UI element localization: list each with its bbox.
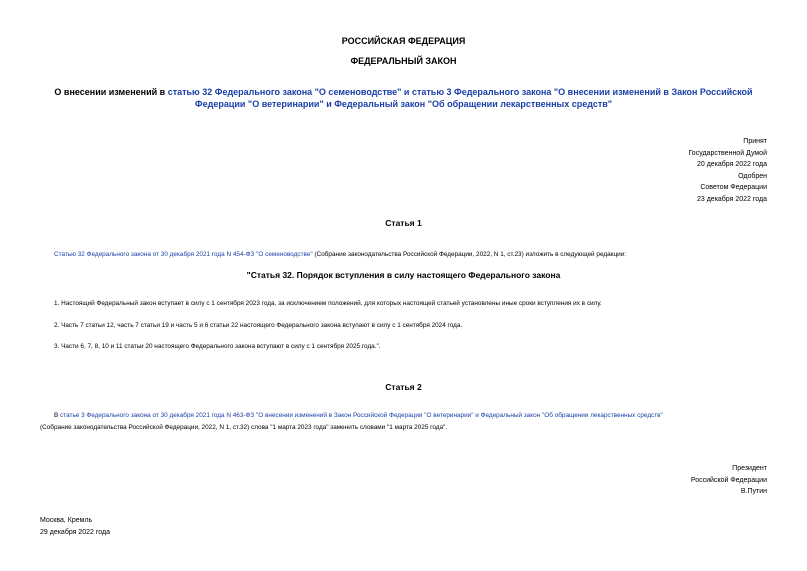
- article2-prefix: В: [54, 412, 61, 419]
- title-middle[interactable]: и статью 3 Федерального закона "О внесении изменений в Закон Российской: [401, 87, 753, 97]
- article2-line1: [54, 410, 774, 421]
- article1-heading: Статья 1: [385, 218, 422, 228]
- signature-line1: Президент: [732, 465, 767, 472]
- signing-date: 29 декабря 2022 года: [40, 528, 111, 536]
- law-type-heading: ФЕДЕРАЛЬНЫЙ ЗАКОН: [350, 56, 457, 66]
- adoption-line3: 20 декабря 2022 года: [696, 161, 767, 168]
- article1-paragraph-3: 3. Части 6, 7, 8, 10 и 11 статьи 20 настоящего Федерального закона вступают в силу с 1 сентября 2025 года.".: [54, 343, 381, 350]
- article1-intro-link[interactable]: Статью 32 Федерального закона от 30 декабря 2021 года N 454-ФЗ "О семеноводстве": [54, 251, 313, 258]
- title-link-article32[interactable]: статью 32 Федерального закона "О семеноводстве": [167, 87, 402, 97]
- adoption-line6: 23 декабря 2022 года: [696, 195, 767, 203]
- article2-line2: (Собрание законодательства Российской Федерации, 2022, N 1, ст.32) слова "1 марта 2023 года" заменить словами "1 марта 2025 года".: [40, 424, 448, 431]
- article1-paragraph-2: 2. Часть 7 статьи 12, часть 7 статьи 19 и часть 5 и 6 статьи 22 настоящего Федерального закона вступают в силу с 1 сентября 2024 года.: [54, 322, 463, 329]
- article1-paragraph-1: 1. Настоящий Федеральный закон вступает в силу с 1 сентября 2023 года, за исключением положений, для которых настоящей статьей установлены иные сроки вступления их в силу.: [54, 300, 602, 307]
- adoption-line1: Принят: [743, 138, 767, 145]
- title-prefix: О внесении изменений в: [54, 87, 168, 97]
- article2-heading: Статья 2: [385, 382, 422, 392]
- quoted-article-heading: "Статья 32. Порядок вступления в силу настоящего Федерального закона: [246, 270, 561, 280]
- adoption-line2: Государственной Думой: [688, 149, 767, 157]
- adoption-line4: Одобрен: [738, 172, 767, 180]
- law-title: [0, 86, 807, 110]
- signing-place: Москва, Кремль: [40, 517, 93, 524]
- country-heading: РОССИЙСКАЯ ФЕДЕРАЦИЯ: [341, 36, 466, 46]
- place-date-block: [40, 515, 110, 538]
- article1-intro-text: (Собрание законодательства Российской Федерации, 2022, N 1, ст.23) изложить в следующей редакции:: [312, 251, 627, 258]
- signature-line3: В.Путин: [740, 488, 767, 495]
- law-title-line1: [0, 86, 807, 98]
- article1-intro: [54, 249, 774, 260]
- adoption-block: [688, 136, 767, 205]
- adoption-line5: Советом Федерации: [700, 184, 767, 191]
- signature-line2: Российской Федерации: [690, 476, 767, 484]
- law-title-line2[interactable]: Федерации "О ветеринарии" и Федеральный закон "Об обращении лекарственных средств": [194, 99, 613, 109]
- signature-block: [691, 463, 767, 498]
- article2-link[interactable]: статье 3 Федерального закона от 30 декабря 2021 года N 463-ФЗ "О внесении изменений в Закон Российской Федерации "О ветеринарии" и Федеральный закон "Об обращении лекарственных средств": [60, 412, 663, 419]
